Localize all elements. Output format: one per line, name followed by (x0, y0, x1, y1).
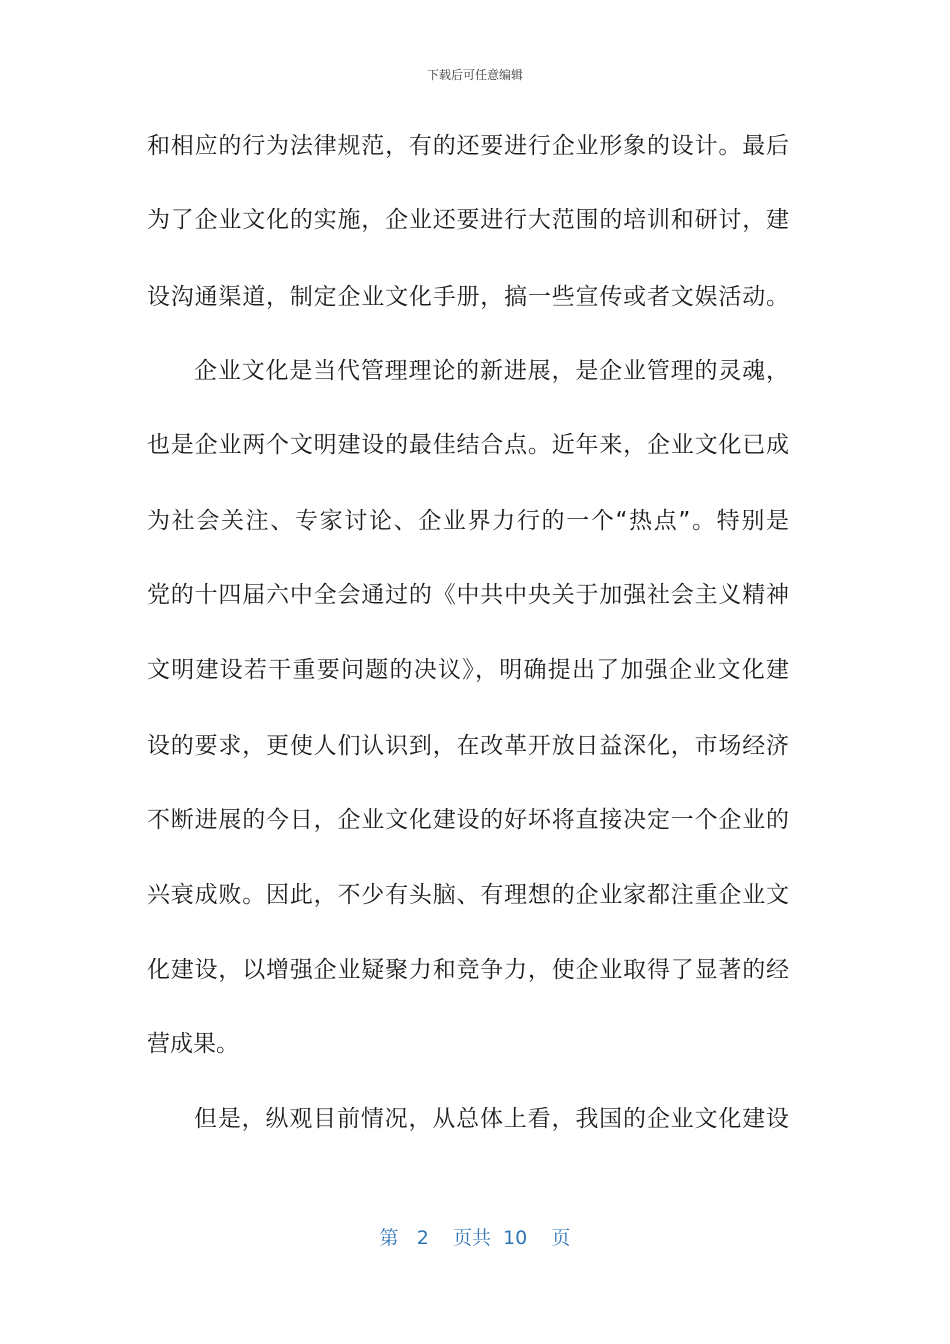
footer-suffix: 页 (551, 1227, 571, 1249)
body-line: 党的十四届六中全会通过的《中共中央关于加强社会主义精神 (147, 582, 789, 608)
paragraph-start-line: 企业文化是当代管理理论的新进展，是企业管理的灵魂， (194, 358, 789, 384)
footer-prefix: 第 (379, 1227, 399, 1249)
footer-middle: 页共 (452, 1227, 491, 1249)
paragraph-start-line: 但是，纵观目前情况，从总体上看，我国的企业文化建设 (194, 1106, 789, 1132)
body-line: 化建设，以增强企业疑聚力和竞争力，使企业取得了显著的经 (147, 957, 789, 983)
body-line: 为社会关注、专家讨论、企业界力行的一个“热点”。特别是 (147, 508, 789, 534)
body-line: 也是企业两个文明建设的最佳结合点。近年来，企业文化已成 (147, 432, 789, 458)
body-line: 文明建设若干重要问题的决议》，明确提出了加强企业文化建 (147, 657, 789, 683)
body-line: 兴衰成败。因此，不少有头脑、有理想的企业家都注重企业文 (147, 882, 789, 908)
body-line: 为了企业文化的实施，企业还要进行大范围的培训和研讨，建 (147, 207, 789, 233)
body-line: 和相应的行为法律规范，有的还要进行企业形象的设计。最后 (147, 133, 789, 159)
body-line: 营成果。 (147, 1031, 239, 1057)
footer-total-pages: 10 (503, 1227, 528, 1249)
body-line: 不断进展的今日，企业文化建设的好坏将直接决定一个企业的 (147, 807, 789, 833)
body-line: 设沟通渠道，制定企业文化手册，搞一些宣传或者文娱活动。 (147, 284, 789, 310)
body-line: 设的要求，更使人们认识到，在改革开放日益深化，市场经济 (147, 733, 789, 759)
page-number-footer (0, 1225, 950, 1251)
page-header-note: 下载后可任意编辑 (426, 68, 523, 82)
footer-current-page: 2 (416, 1227, 429, 1249)
